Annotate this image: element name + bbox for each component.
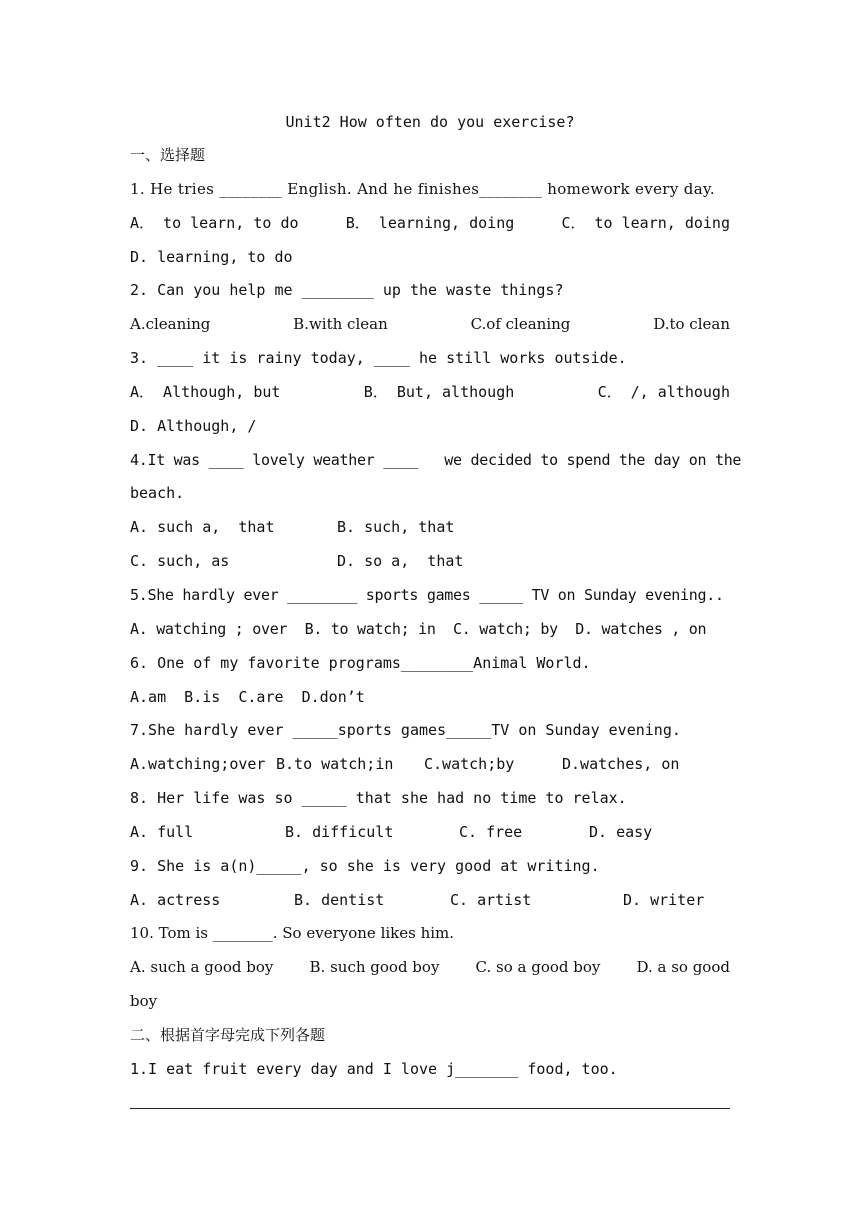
question-stem: 6. One of my favorite programs________Animal World. [130,653,591,672]
option-d: D. so a, that [337,552,464,571]
question-options [130,888,730,922]
option-b: B. dentist [294,890,385,909]
option-a: A.cleaning [130,315,211,334]
option-b: B. difficult [285,822,394,841]
question-stem: 8. Her life was so _____ that she had no time to relax. [130,789,627,808]
option-d-continued: boy [130,992,158,1011]
option-a: A.watching;over [130,755,266,774]
question-stem-continued: beach. [130,484,185,503]
option-c: C. so a good boy [475,958,601,977]
option-d: D. writer [623,890,705,909]
section-heading: 一、选择题 [130,146,206,164]
question-stem: 10. Tom is ________. So everyone likes him. [130,924,455,943]
question-stem: 4.It was ____ lovely weather ____ we decided to spend the day on the [130,450,742,469]
section-heading: 二、根据首字母完成下列各题 [130,1025,326,1044]
question-options [130,955,730,989]
option-c: C． to learn, doing [561,213,730,232]
question-stem: 7.She hardly ever _____sports games_____TV on Sunday evening. [130,721,681,740]
option-d: D. learning, to do [130,247,293,266]
option-d: D. easy [589,822,653,841]
question-options [130,820,730,854]
document-page [130,0,742,1216]
option-b: B． learning, doing [345,213,515,232]
question-options: A.am B.is C.are D.don’t [130,687,365,706]
option-b: B． But, although [363,382,515,401]
option-d: D. Although, / [130,416,257,435]
question-stem: 9. She is a(n)_____, so she is very good at writing. [130,856,600,875]
option-c: C. artist [450,890,532,909]
option-a: A. such a good boy [130,958,274,977]
option-a: A. full [130,822,194,841]
page-title: Unit2 How often do you exercise? [285,113,575,131]
option-a: A. such a, that [130,518,275,537]
option-a: A． to learn, to do [130,213,299,232]
question-stem: 2. Can you help me ________ up the waste things? [130,281,564,300]
option-a: A. actress [130,890,221,909]
question-options: A. watching ; over B. to watch; in C. watch; by D. watches , on [130,619,707,638]
question-options [130,515,730,549]
option-b: B.with clean [293,315,388,334]
option-b: B.to watch;in [276,755,394,774]
option-b: B. such good boy [309,958,440,977]
option-d: D.watches, on [562,755,680,774]
question-stem: 1.I eat fruit every day and I love j_______ food, too. [130,1059,618,1078]
question-stem: 3. ____ it is rainy today, ____ he still works outside. [130,349,627,368]
option-d: D. a so good [636,958,730,977]
page-divider [130,1108,730,1109]
question-stem: 5.She hardly ever ________ sports games _____ TV on Sunday evening.. [130,585,724,604]
question-options [130,380,730,414]
question-stem: 1. He tries ________ English. And he finishes________ homework every day. [130,179,715,198]
option-c: C. free [459,822,523,841]
question-options [130,312,730,346]
option-c: C. such, as [130,552,230,571]
option-a: A． Although, but [130,382,281,401]
option-c: C.watch;by [424,755,515,774]
question-options [130,752,730,786]
option-c: C． /, although [597,382,730,401]
option-c: C.of cleaning [470,315,571,334]
option-d: D.to clean [653,315,730,334]
exercise-body [130,143,742,1091]
question-options [130,211,730,245]
question-options [130,549,730,583]
option-b: B. such, that [337,518,455,537]
